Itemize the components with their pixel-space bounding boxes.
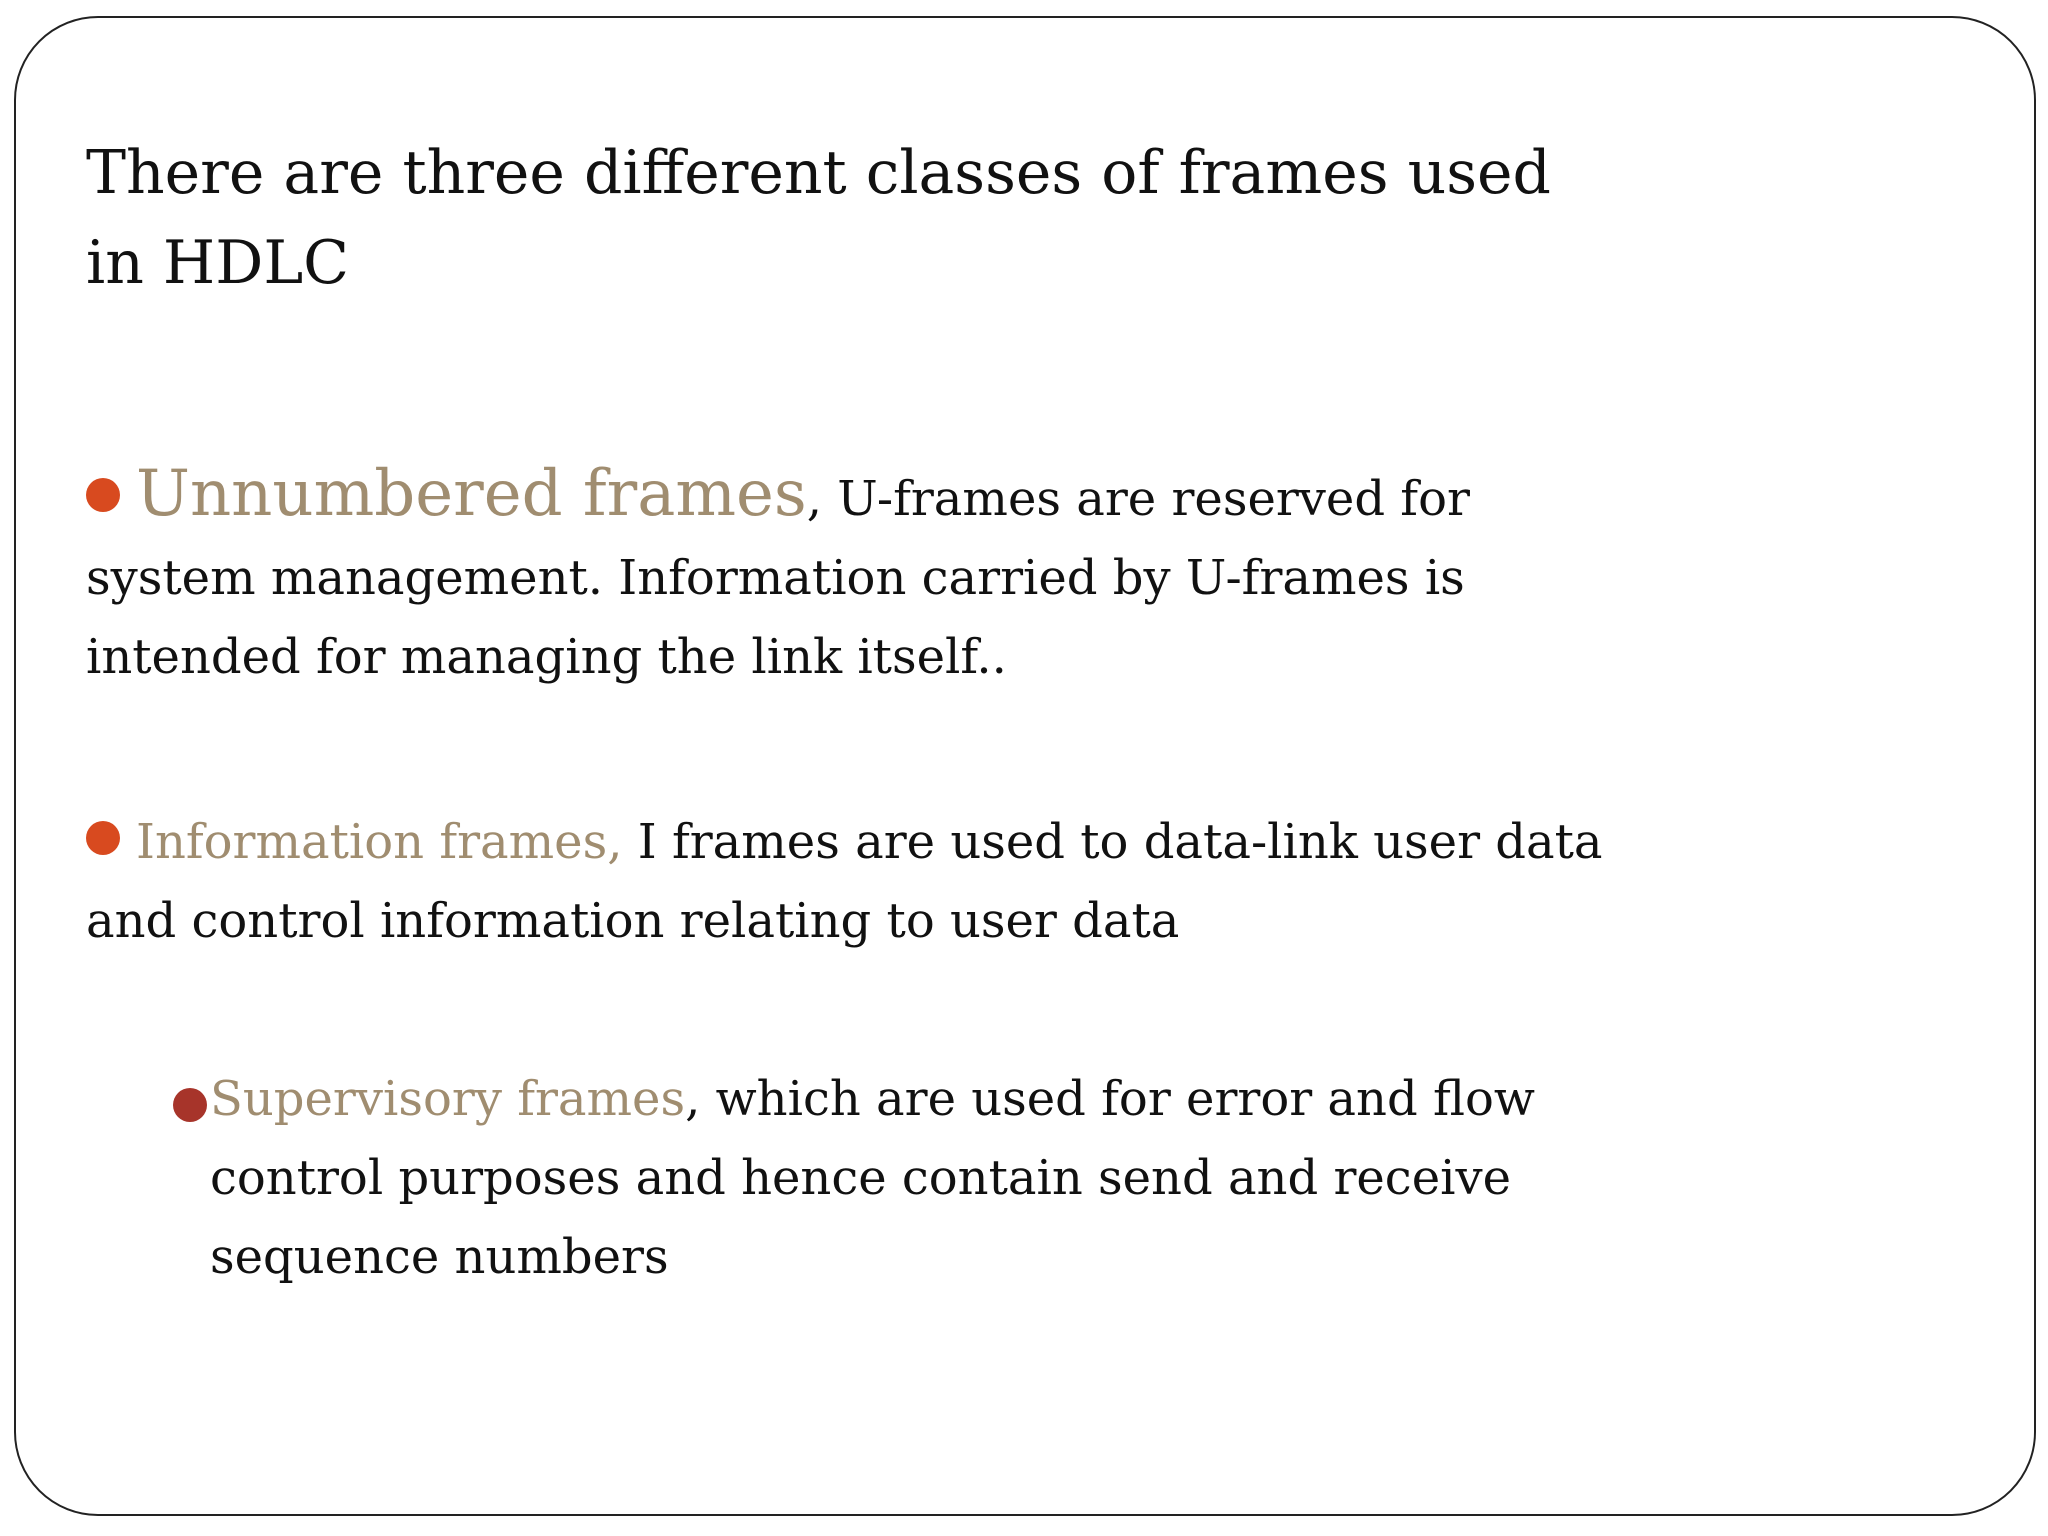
bullet-information-frames [86, 803, 1626, 961]
bullet-dot-icon [86, 478, 120, 512]
bullet-dot-icon [173, 1088, 207, 1122]
slide-frame [14, 16, 2036, 1516]
bullet-description: , U-frames are reserved for system management. Information carried by U-frames is intended for managing the link itself.. [86, 471, 1470, 685]
bullet-dot-icon [86, 821, 120, 855]
bullet-term: Supervisory frames [210, 1071, 686, 1127]
bullet-unnumbered-frames [86, 455, 1626, 697]
bullet-term: Information frames, [136, 814, 623, 870]
bullet-supervisory-frames [161, 1060, 1610, 1297]
bullet-term: Unnumbered frames [136, 457, 807, 531]
bullet-description: , which are used for error and flow control purposes and hence contain send and receive sequence numbers [210, 1071, 1535, 1285]
slide-title: There are three different classes of frames used in HDLC [86, 138, 1551, 298]
bullet-description: I frames are used to data-link user data and control information relating to user data [86, 814, 1603, 949]
